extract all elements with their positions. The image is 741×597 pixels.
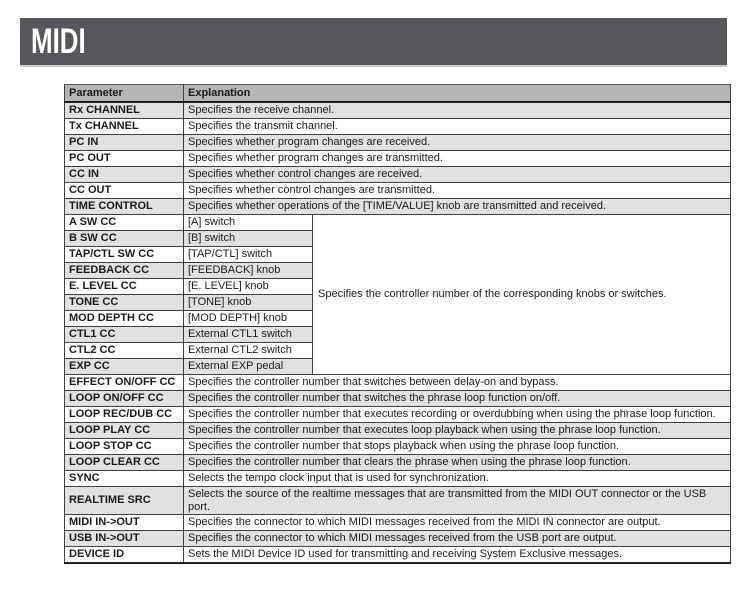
explanation-cell: Specifies the controller number that executes recording or overdubbing when using the phrase loop function. bbox=[184, 407, 731, 423]
parameter-cell: B SW CC bbox=[65, 231, 184, 247]
parameter-cell: LOOP STOP CC bbox=[65, 439, 184, 455]
parameter-cell: CC OUT bbox=[65, 183, 184, 199]
parameter-cell: MOD DEPTH CC bbox=[65, 311, 184, 327]
parameter-cell: FEEDBACK CC bbox=[65, 263, 184, 279]
value-cell: [TONE] knob bbox=[184, 295, 313, 311]
value-cell: External CTL2 switch bbox=[184, 343, 313, 359]
parameter-cell: LOOP ON/OFF CC bbox=[65, 391, 184, 407]
value-cell: [A] switch bbox=[184, 215, 313, 231]
table-body bbox=[65, 102, 731, 563]
explanation-cell: Specifies the controller number that switches the phrase loop function on/off. bbox=[184, 391, 731, 407]
parameter-cell: EXP CC bbox=[65, 359, 184, 375]
page-title: MIDI bbox=[31, 22, 86, 61]
value-cell: [E. LEVEL] knob bbox=[184, 279, 313, 295]
explanation-cell: Specifies whether control changes are received. bbox=[184, 167, 731, 183]
table-row bbox=[65, 407, 731, 423]
explanation-cell: Sets the MIDI Device ID used for transmitting and receiving System Exclusive messages. bbox=[184, 547, 731, 564]
value-cell: [TAP/CTL] switch bbox=[184, 247, 313, 263]
parameter-cell: CC IN bbox=[65, 167, 184, 183]
table-row bbox=[65, 471, 731, 487]
table-row bbox=[65, 215, 731, 231]
explanation-cell: Selects the source of the realtime messages that are transmitted from the MIDI OUT connector or the USB port. bbox=[184, 487, 731, 515]
explanation-cell: Specifies the receive channel. bbox=[184, 102, 731, 119]
parameter-cell: EFFECT ON/OFF CC bbox=[65, 375, 184, 391]
table-row bbox=[65, 102, 731, 119]
parameter-cell: DEVICE ID bbox=[65, 547, 184, 564]
midi-title-bar bbox=[20, 18, 727, 67]
table-row bbox=[65, 391, 731, 407]
value-cell: [B] switch bbox=[184, 231, 313, 247]
table-row bbox=[65, 375, 731, 391]
parameter-cell: Rx CHANNEL bbox=[65, 102, 184, 119]
parameter-cell: E. LEVEL CC bbox=[65, 279, 184, 295]
value-cell: [FEEDBACK] knob bbox=[184, 263, 313, 279]
explanation-cell: Specifies the controller number that switches between delay-on and bypass. bbox=[184, 375, 731, 391]
explanation-cell: Specifies the connector to which MIDI messages received from the MIDI IN connector are output. bbox=[184, 515, 731, 531]
parameter-cell: CTL1 CC bbox=[65, 327, 184, 343]
table-row bbox=[65, 515, 731, 531]
table-row bbox=[65, 183, 731, 199]
explanation-cell: Specifies the controller number that stops playback when using the phrase loop function. bbox=[184, 439, 731, 455]
explanation-cell: Specifies the transmit channel. bbox=[184, 119, 731, 135]
table-row bbox=[65, 439, 731, 455]
table-row bbox=[65, 135, 731, 151]
group-explanation-cell: Specifies the controller number of the corresponding knobs or switches. bbox=[313, 215, 731, 375]
parameter-cell: CTL2 CC bbox=[65, 343, 184, 359]
parameter-cell: TIME CONTROL bbox=[65, 199, 184, 215]
parameter-cell: MIDI IN->OUT bbox=[65, 515, 184, 531]
table-row bbox=[65, 151, 731, 167]
table-row bbox=[65, 487, 731, 515]
parameter-cell: REALTIME SRC bbox=[65, 487, 184, 515]
parameter-cell: Tx CHANNEL bbox=[65, 119, 184, 135]
explanation-cell: Specifies the controller number that clears the phrase when using the phrase loop function. bbox=[184, 455, 731, 471]
midi-parameter-table bbox=[64, 84, 731, 564]
table-row bbox=[65, 167, 731, 183]
table-row bbox=[65, 199, 731, 215]
value-cell: External EXP pedal bbox=[184, 359, 313, 375]
table-row bbox=[65, 423, 731, 439]
parameter-cell: A SW CC bbox=[65, 215, 184, 231]
parameter-cell: PC IN bbox=[65, 135, 184, 151]
parameter-cell: LOOP PLAY CC bbox=[65, 423, 184, 439]
value-cell: [MOD DEPTH] knob bbox=[184, 311, 313, 327]
table-row bbox=[65, 547, 731, 564]
column-header-parameter: Parameter bbox=[65, 85, 184, 103]
parameter-cell: LOOP REC/DUB CC bbox=[65, 407, 184, 423]
parameter-cell: TONE CC bbox=[65, 295, 184, 311]
explanation-cell: Specifies the controller number that executes loop playback when using the phrase loop function. bbox=[184, 423, 731, 439]
parameter-cell: SYNC bbox=[65, 471, 184, 487]
value-cell: External CTL1 switch bbox=[184, 327, 313, 343]
parameter-cell: LOOP CLEAR CC bbox=[65, 455, 184, 471]
explanation-cell: Specifies whether operations of the [TIME/VALUE] knob are transmitted and received. bbox=[184, 199, 731, 215]
table-row bbox=[65, 455, 731, 471]
explanation-cell: Specifies whether program changes are received. bbox=[184, 135, 731, 151]
explanation-cell: Specifies whether program changes are transmitted. bbox=[184, 151, 731, 167]
table-header-row bbox=[65, 85, 731, 103]
table-row bbox=[65, 531, 731, 547]
explanation-cell: Specifies whether control changes are transmitted. bbox=[184, 183, 731, 199]
parameter-cell: PC OUT bbox=[65, 151, 184, 167]
explanation-cell: Specifies the connector to which MIDI messages received from the USB port are output. bbox=[184, 531, 731, 547]
explanation-cell: Selects the tempo clock input that is used for synchronization. bbox=[184, 471, 731, 487]
parameter-cell: USB IN->OUT bbox=[65, 531, 184, 547]
parameter-cell: TAP/CTL SW CC bbox=[65, 247, 184, 263]
column-header-explanation: Explanation bbox=[184, 85, 731, 103]
table-row bbox=[65, 119, 731, 135]
